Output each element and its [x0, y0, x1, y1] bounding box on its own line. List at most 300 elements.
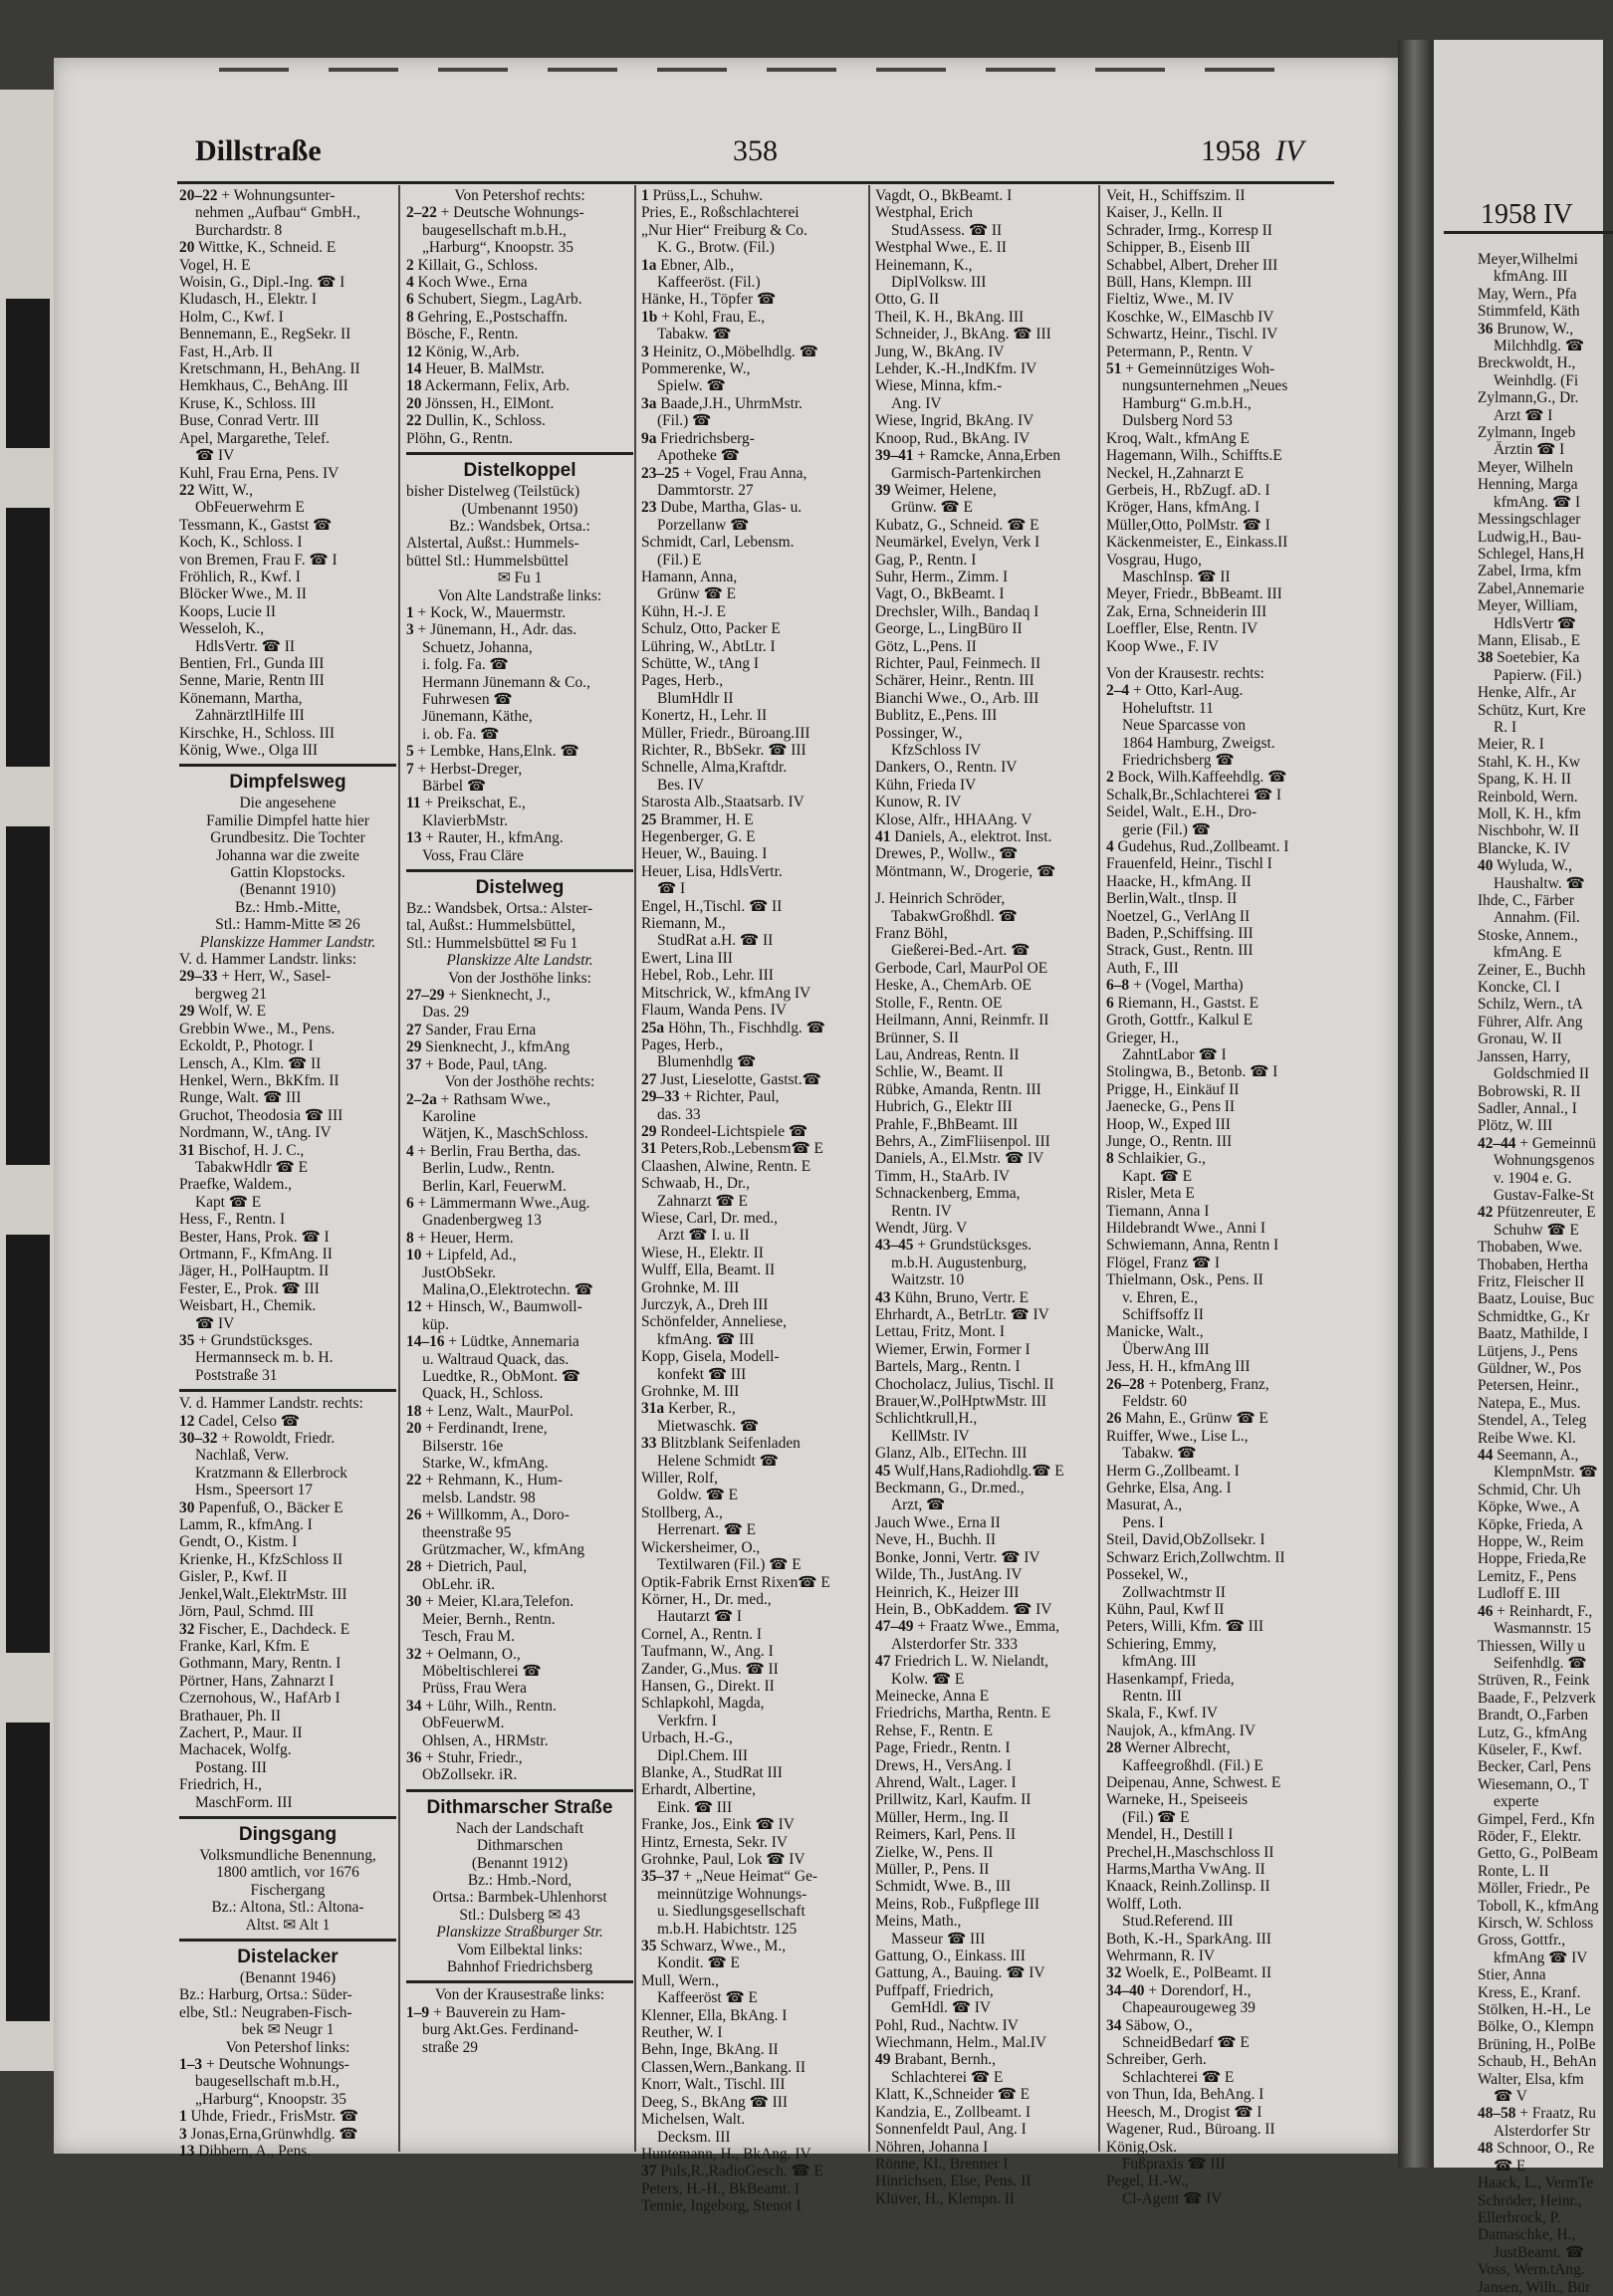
resident-entry: 44 Seemann, A.,: [1478, 1447, 1579, 1465]
resident-entry: Koop Wwe., F. IV: [1106, 637, 1220, 655]
resident-entry: 47–49 + Fraatz Wwe., Emma,: [875, 1618, 1059, 1636]
resident-entry: Loeffler, Else, Rentn. IV: [1106, 620, 1259, 638]
resident-entry: 34 + Lühr, Wilh., Rentn.: [406, 1697, 557, 1715]
street-heading: Distelkoppel: [463, 460, 576, 482]
entry-continuation: KfzSchloss IV: [891, 742, 982, 759]
resident-entry: 18 + Lenz, Walt., MaurPol.: [406, 1402, 574, 1420]
entry-continuation: ZahnärztlHilfe III: [195, 707, 305, 725]
resident-entry: Stoske, Annem.,: [1478, 926, 1578, 944]
resident-entry: Haack, L., VermTe: [1478, 2175, 1594, 2192]
resident-entry: Neumärkel, Evelyn, Verk I: [875, 534, 1040, 552]
resident-entry: Bester, Hans, Prok. ☎ I: [179, 1228, 330, 1246]
resident-entry: 48 Schnoor, O., Re: [1478, 2140, 1595, 2158]
entry-continuation: gerie (Fil.) ☎: [1122, 820, 1211, 838]
resident-entry: Müller, Friedr., Büroang.III: [641, 724, 810, 742]
house-number: 2–2a: [406, 1090, 437, 1108]
facing-page-rule: [1444, 231, 1613, 234]
resident-entry: 30 + Meier, Kl.ara,Telefon.: [406, 1593, 575, 1611]
resident-entry: 20–22 + Wohnungsunter-: [179, 187, 336, 204]
entry-continuation: ZahntLabor ☎ I: [1122, 1045, 1227, 1063]
resident-entry: Fieltiz, Wwe., M. IV: [1106, 291, 1235, 309]
resident-entry: Pages, Herb.,: [641, 1035, 724, 1053]
resident-entry: Grohnke, M. III: [641, 1383, 740, 1401]
street-note: (Benannt 1912): [471, 1854, 569, 1872]
house-number: 27: [641, 1070, 657, 1088]
resident-entry: Brünner, S. II: [875, 1029, 960, 1046]
resident-entry: 46 + Reinhardt, F.,: [1478, 1602, 1593, 1620]
page-year: 1958 IV: [1201, 134, 1304, 167]
resident-entry: Weinhdlg. (Fi: [1494, 371, 1579, 389]
resident-entry: 6 + Lämmermann Wwe.,Aug.: [406, 1194, 590, 1212]
entry-continuation: nehmen „Aufbau“ GmbH.,: [195, 204, 360, 222]
resident-entry: Tennie, Ingeborg, Stenot I: [641, 2197, 802, 2215]
house-number: 3a: [641, 394, 657, 412]
house-number: 3: [641, 343, 649, 360]
resident-entry: Fester, E., Prok. ☎ III: [179, 1279, 320, 1297]
entry-continuation: Hsm., Speersort 17: [195, 1482, 313, 1499]
resident-entry: Jauch Wwe., Erna II: [875, 1513, 1001, 1531]
facing-page: [1434, 40, 1603, 2296]
resident-entry: Starosta Alb.,Staatsarb. IV: [641, 794, 805, 811]
map-reference: Planskizze Straßburger Str.: [436, 1924, 603, 1942]
resident-entry: Rübke, Amanda, Rentn. III: [875, 1080, 1041, 1098]
resident-entry: Ehrhardt, A., BetrLtr. ☎ IV: [875, 1306, 1049, 1323]
resident-entry: Manicke, Walt.,: [1106, 1323, 1204, 1341]
street-note: Bz.: Wandsbek, Ortsa.:: [449, 517, 590, 535]
resident-entry: Gattung, A., Bauing. ☎ IV: [875, 1964, 1045, 1982]
spacer: [1106, 655, 1337, 665]
resident-entry: Zabel, Irma, kfm: [1478, 563, 1582, 580]
resident-entry: 26 + Willkomm, A., Doro-: [406, 1506, 570, 1524]
resident-entry: Jess, H. H., kfmAng III: [1106, 1358, 1251, 1376]
resident-entry: Schnelle, Alma,Kraftdr.: [641, 759, 788, 777]
resident-entry: Claashen, Alwine, Rentn. E: [641, 1157, 811, 1175]
resident-entry: Bösche, F., Rentn.: [406, 326, 519, 344]
resident-entry: 35 Schwarz, Wwe., M.,: [641, 1938, 787, 1955]
resident-entry: Westphal Wwe., E. II: [875, 239, 1007, 257]
resident-entry: Goldschmied II: [1494, 1065, 1590, 1083]
entry-continuation: Grützmacher, W., kfmAng: [422, 1541, 585, 1559]
resident-entry: 32 Woelk, E., PolBeamt. II: [1106, 1964, 1272, 1982]
resident-entry: Deipenau, Anne, Schwest. E: [1106, 1773, 1281, 1791]
entry-continuation: burg Akt.Ges. Ferdinand-: [422, 2021, 579, 2039]
house-number: 12: [406, 343, 422, 360]
resident-entry: Bennemann, E., RegSekr. II: [179, 326, 351, 344]
house-number: 33: [641, 1435, 657, 1453]
resident-entry: 1b + Kohl, Frau, E.,: [641, 308, 766, 326]
resident-entry: Heesch, M., Drogist ☎ I: [1106, 2103, 1263, 2121]
entry-continuation: Rentn. III: [1122, 1687, 1182, 1705]
house-number: 34–40: [1106, 1981, 1145, 1999]
house-number: 1: [641, 187, 649, 204]
entry-continuation: Herrenart. ☎ E: [657, 1521, 757, 1539]
entry-continuation: 1864 Hamburg, Zweigst.: [1122, 734, 1275, 752]
resident-entry: Meyer, Friedr., BbBeamt. III: [1106, 585, 1282, 603]
house-number: 6: [406, 291, 414, 309]
resident-entry: elbe, Stl.: Neugraben-Fisch-: [179, 2003, 352, 2021]
resident-entry: Hemkhaus, C., BehAng. III: [179, 377, 348, 395]
entry-continuation: i. ob. Fa. ☎: [422, 725, 500, 743]
entry-continuation: Grünw. ☎ E: [891, 499, 973, 517]
entry-continuation: Cl-Agent ☎ IV: [1122, 2189, 1223, 2207]
resident-entry: 26–28 + Potenberg, Franz,: [1106, 1375, 1269, 1393]
resident-entry: Schulz, Otto, Packer E: [641, 620, 781, 638]
house-number: 20: [179, 239, 195, 257]
resident-entry: HdlsVertr ☎: [1494, 614, 1576, 632]
resident-entry: Milchhdlg. ☎: [1494, 338, 1584, 355]
house-number: 36: [406, 1748, 422, 1766]
resident-entry: Stollberg, A.,: [641, 1503, 723, 1521]
book-gutter: [1398, 40, 1434, 2168]
resident-entry: 26 Mahn, E., Grünw ☎ E: [1106, 1410, 1268, 1428]
resident-entry: Groth, Gottfr., Kalkul E: [1106, 1012, 1254, 1030]
resident-entry: ☎ E: [1494, 2157, 1526, 2175]
resident-entry: Lutz, G., kfmAng: [1478, 1723, 1587, 1741]
resident-entry: Krienke, H., KfzSchloss II: [179, 1550, 344, 1568]
entry-continuation: Zahnarzt ☎ E: [657, 1192, 748, 1210]
resident-entry: Brathauer, Ph. II: [179, 1707, 281, 1724]
entry-continuation: Pens. I: [1122, 1513, 1164, 1531]
entry-continuation: Blumenhdlg ☎: [657, 1053, 757, 1071]
resident-entry: Jaenecke, G., Pens II: [1106, 1098, 1236, 1116]
resident-entry: Hintz, Ernesta, Sekr. IV: [641, 1833, 789, 1851]
entry-continuation: MaschForm. III: [195, 1793, 293, 1811]
entry-continuation: Fuhrwesen ☎: [422, 690, 513, 708]
section-rule: [179, 1816, 396, 1819]
street-note: Grundbesitz. Die Tochter: [210, 829, 365, 847]
resident-entry: 11 + Preikschat, E.,: [406, 795, 526, 812]
street-note: Ortsa.: Barmbek-Uhlenhorst: [432, 1889, 607, 1907]
resident-entry: Drechsler, Wilh., Bandaq I: [875, 602, 1039, 620]
house-number: 29: [641, 1122, 657, 1140]
resident-entry: Baden, P.,Schiffsing. III: [1106, 925, 1254, 943]
street-note: Altst. ✉ Alt 1: [245, 1916, 331, 1934]
resident-entry: Stölken, H.-H., Le: [1478, 2001, 1591, 2019]
house-number: 32: [406, 1645, 422, 1663]
resident-entry: Tessmann, K., Gastst ☎: [179, 516, 333, 534]
resident-entry: Götz, L.,Pens. II: [875, 637, 977, 655]
resident-entry: 27–29 + Sienknecht, J.,: [406, 987, 551, 1005]
resident-entry: Schütz, Kurt, Kre: [1478, 701, 1586, 719]
resident-entry: Kühn, Paul, Kwf II: [1106, 1600, 1225, 1618]
house-number: 35: [179, 1332, 195, 1349]
resident-entry: 49 Brabant, Bernh.,: [875, 2051, 996, 2069]
resident-entry: 27 Sander, Frau Erna: [406, 1021, 537, 1038]
resident-entry: Grohnke, Paul, Lok ☎ IV: [641, 1851, 806, 1868]
resident-entry: Schlichtkrull,H.,: [875, 1410, 978, 1428]
resident-entry: 1–3 + Deutsche Wohnungs-: [179, 2056, 349, 2074]
resident-entry: Jansen, Wilh., Bür: [1478, 2278, 1591, 2296]
resident-entry: Hansen, G., Direkt. II: [641, 1677, 775, 1695]
resident-entry: Mann, Elisab., E: [1478, 631, 1581, 649]
resident-entry: Prechel,H.,Maschschloss II: [1106, 1843, 1274, 1861]
resident-entry: Arzt ☎ I: [1494, 406, 1553, 424]
resident-entry: Meins, Math.,: [875, 1913, 962, 1931]
resident-entry: Wiemer, Erwin, Former I: [875, 1340, 1031, 1358]
resident-entry: Müller, Herm., Ing. II: [875, 1808, 1010, 1826]
resident-entry: Grebbin Wwe., M., Pens.: [179, 1020, 336, 1037]
resident-entry: 41 Daniels, A., elektrot. Inst.: [875, 828, 1052, 846]
resident-entry: Damaschke, H.,: [1478, 2226, 1576, 2244]
resident-entry: Hess, F., Rentn. I: [179, 1211, 286, 1229]
resident-entry: 35 + Grundstücksges.: [179, 1332, 313, 1349]
entry-continuation: HdlsVertr. ☎ II: [195, 637, 295, 655]
resident-entry: Tiemann, Anna I: [1106, 1202, 1210, 1220]
entry-continuation: Schlachterei ☎ E: [1122, 2068, 1235, 2086]
resident-entry: Eckoldt, P., Photogr. I: [179, 1037, 314, 1055]
entry-continuation: küp.: [422, 1315, 449, 1333]
resident-entry: 5 + Lembke, Hans,Elnk. ☎: [406, 743, 579, 761]
resident-entry: Possekel, W.,: [1106, 1566, 1189, 1584]
resident-entry: Schwaab, H., Dr.,: [641, 1175, 750, 1193]
resident-entry: 31 Peters,Rob.,Lebensm☎ E: [641, 1140, 823, 1158]
resident-entry: Mendel, H., Destill I: [1106, 1826, 1234, 1844]
entry-continuation: Kratzmann & Ellerbrock: [195, 1464, 347, 1482]
resident-entry: 22 Dullin, K., Schloss.: [406, 412, 546, 430]
resident-entry: 32 Fischer, E., Dachdeck. E: [179, 1620, 350, 1638]
resident-entry: Friedrich, H.,: [179, 1776, 262, 1794]
entry-continuation: Eink. ☎ III: [657, 1798, 733, 1816]
entry-continuation: Fußpraxis ☎ III: [1122, 2155, 1226, 2173]
resident-entry: Kroq, Walt., kfmAng E: [1106, 429, 1250, 447]
resident-entry: Riemann, M.,: [641, 915, 726, 933]
entry-continuation: Feldstr. 60: [1122, 1393, 1187, 1411]
left-page-edge: [0, 90, 56, 2071]
resident-entry: Thielmann, Osk., Pens. II: [1106, 1271, 1264, 1289]
resident-entry: Körner, H., Dr. med.,: [641, 1590, 772, 1608]
resident-entry: Gronau, W. II: [1478, 1031, 1562, 1048]
resident-entry: Kirsch, W. Schloss: [1478, 1915, 1594, 1932]
house-number: 6–8: [1106, 977, 1130, 995]
house-number: 48–58: [1478, 2105, 1516, 2123]
resident-entry: Pegel, H.-W.,: [1106, 2173, 1189, 2190]
entry-continuation: (Fil.) ☎: [657, 412, 712, 430]
entry-continuation: m.b.H. Augustenburg,: [891, 1254, 1028, 1271]
entry-continuation: Kapt ☎ E: [195, 1193, 262, 1211]
resident-entry: 14 Heuer, B. MalMstr.: [406, 360, 545, 378]
house-number: 30–32: [179, 1430, 218, 1448]
resident-entry: Stolle, F., Rentn. OE: [875, 994, 1003, 1012]
resident-entry: 34 Säbow, O.,: [1106, 2016, 1193, 2034]
resident-entry: Seifenhdlg. ☎: [1494, 1654, 1587, 1672]
resident-entry: Drewes, P., Wollw., ☎: [875, 845, 1019, 863]
resident-entry: 25 Brammer, H. E: [641, 810, 754, 828]
entry-continuation: Jünemann, Käthe,: [422, 708, 533, 726]
resident-entry: 13 + Rauter, H., kfmAng.: [406, 829, 564, 847]
resident-entry: Plötz, W. III: [1478, 1117, 1553, 1135]
resident-entry: Schärer, Heinr., Rentn. III: [875, 672, 1035, 690]
resident-entry: Klatt, K.,Schneider ☎ E: [875, 2086, 1031, 2104]
resident-entry: 3 Jonas,Erna,Grünwhdlg. ☎: [179, 2125, 358, 2143]
resident-entry: Franke, Jos., Eink ☎ IV: [641, 1816, 795, 1834]
resident-entry: Hamann, Anna,: [641, 568, 738, 585]
entry-continuation: Arzt, ☎: [891, 1496, 946, 1514]
resident-entry: Hagemann, Wilh., Schiffts.E: [1106, 447, 1282, 465]
entry-continuation: Textilwaren (Fil.) ☎ E: [657, 1556, 802, 1574]
house-number: 13: [179, 2143, 195, 2161]
entry-continuation: KellMstr. IV: [891, 1427, 970, 1445]
resident-entry: tal, Außst.: Hummelsbüttel,: [406, 917, 576, 935]
house-number: 41: [875, 828, 891, 846]
resident-entry: Ruiffer, Wwe., Lise L.,: [1106, 1427, 1249, 1445]
resident-entry: Vagt, O., BkBeamt. I: [875, 585, 1005, 603]
resident-entry: Schaub, H., BehAn: [1478, 2053, 1597, 2071]
entry-continuation: Kaffeeröst ☎ E: [657, 1989, 758, 2007]
resident-entry: Noetzel, G., VerlAng II: [1106, 907, 1251, 925]
entry-continuation: Nachlaß, Verw.: [195, 1447, 290, 1465]
resident-entry: Lensch, A., Klm. ☎ II: [179, 1054, 322, 1072]
entry-continuation: Bärbel ☎: [422, 778, 487, 795]
resident-entry: Schmid, Chr. Uh: [1478, 1481, 1581, 1498]
resident-entry: Fast, H.,Arb. II: [179, 343, 274, 360]
section-rule: [406, 1980, 633, 1983]
resident-entry: Kunow, R. IV: [875, 794, 962, 811]
resident-entry: Stolingwa, B., Betonb. ☎ I: [1106, 1063, 1278, 1081]
entry-continuation: baugesellschaft m.b.H.,: [422, 221, 567, 239]
house-number: 43–45: [875, 1237, 914, 1255]
house-number: 22: [179, 481, 195, 499]
resident-entry: Pries, E., Roßschlachterei: [641, 204, 800, 222]
resident-entry: Warneke, H., Speiseeis: [1106, 1791, 1248, 1809]
resident-entry: Sadler, Annal., I: [1478, 1099, 1577, 1117]
resident-entry: Schreiber, Gerh.: [1106, 2051, 1207, 2069]
house-number: 36: [1478, 320, 1494, 338]
resident-entry: Kaiser, J., Kelln. II: [1106, 204, 1223, 222]
resident-entry: Bz.: Wandsbek, Ortsa.: Alster-: [406, 900, 593, 918]
street-note: Von der Josthöhe rechts:: [444, 1073, 595, 1091]
resident-entry: Knorr, Walt., Tischl. III: [641, 2076, 786, 2094]
resident-entry: Lühring, W., AbtLtr. I: [641, 637, 776, 655]
house-number: 31: [179, 1141, 195, 1159]
entry-continuation: Goldw. ☎ E: [657, 1487, 739, 1504]
resident-entry: Meinecke, Anna E: [875, 1687, 990, 1705]
entry-continuation: Burchardstr. 8: [195, 221, 283, 239]
house-number: 42: [1478, 1204, 1494, 1222]
resident-entry: Berlin,Walt., tInsp. II: [1106, 890, 1238, 908]
resident-entry: Kress, E., Kranf.: [1478, 1983, 1581, 2001]
street-note: Bz.: Altona, Stl.: Altona-: [211, 1899, 364, 1917]
house-number: 20–22: [179, 187, 218, 204]
resident-entry: Führer, Alfr. Ang: [1478, 1013, 1583, 1031]
resident-entry: Schnackenberg, Emma,: [875, 1185, 1021, 1203]
resident-entry: Mitschrick, W., kfmAng IV: [641, 984, 811, 1002]
resident-entry: Meier, R. I: [1478, 736, 1544, 754]
entry-continuation: Berlin, Ludw., Rentn.: [422, 1160, 556, 1178]
entry-continuation: KlavierbMstr.: [422, 811, 508, 829]
entry-continuation: ObZollsekr. iR.: [422, 1766, 518, 1784]
resident-entry: Meins, Rob., Fußpflege III: [875, 1895, 1039, 1913]
resident-entry: 18 Ackermann, Felix, Arb.: [406, 377, 571, 395]
section-rule: [179, 764, 396, 767]
resident-entry: Baade, F., Pelzverk: [1478, 1689, 1596, 1707]
column-divider: [1098, 185, 1100, 2152]
house-number: 47–49: [875, 1618, 914, 1636]
resident-entry: Reibe Wwe. Kl.: [1478, 1429, 1576, 1447]
house-number: 8: [406, 1229, 414, 1247]
resident-entry: 29–33 + Richter, Paul,: [641, 1088, 780, 1106]
resident-entry: Ronte, L. II: [1478, 1862, 1549, 1880]
resident-entry: 31 Bischof, H. J. C.,: [179, 1141, 305, 1159]
resident-entry: Zielke, W., Pens. II: [875, 1843, 994, 1861]
resident-entry: Pommerenke, W.,: [641, 360, 751, 378]
house-number: 1: [406, 603, 414, 621]
resident-entry: 3 Heinitz, O.,Möbelhdlg. ☎: [641, 343, 818, 360]
resident-entry: Bublitz, E.,Pens. III: [875, 707, 998, 725]
house-number: 26: [1106, 1410, 1122, 1428]
resident-entry: Both, K.-H., SparkAng. III: [1106, 1930, 1271, 1948]
resident-entry: Weisbart, H., Chemik.: [179, 1297, 317, 1315]
entry-continuation: (Fil.) ☎ E: [1122, 1808, 1190, 1826]
resident-entry: 1 Uhde, Friedr., FrisMstr. ☎: [179, 2108, 358, 2126]
resident-entry: Gag, P., Rentn. I: [875, 551, 977, 569]
resident-entry: Breckwoldt, H.,: [1478, 354, 1576, 372]
street-heading: Distelacker: [237, 1947, 339, 1967]
resident-entry: Käckenmeister, E., Einkass.II: [1106, 534, 1288, 552]
house-number: 30: [406, 1593, 422, 1611]
entry-continuation: Ang. IV: [891, 394, 942, 412]
entry-continuation: Porzellanw ☎: [657, 516, 750, 534]
resident-entry: Michelsen, Walt.: [641, 2111, 746, 2129]
resident-entry: 27 Just, Lieselotte, Gastst.☎: [641, 1070, 821, 1088]
resident-entry: Wiesemann, O., T: [1478, 1775, 1589, 1793]
resident-entry: 20 + Ferdinandt, Irene,: [406, 1420, 548, 1438]
entry-continuation: Rentn. IV: [891, 1202, 952, 1220]
resident-entry: 8 Gehring, E.,Postschaffn.: [406, 308, 569, 326]
resident-entry: Wesseloh, K.,: [179, 620, 265, 638]
entry-continuation: Waitzstr. 10: [891, 1271, 965, 1289]
entry-continuation: Dammtorstr. 27: [657, 481, 754, 499]
resident-entry: Neckel, H.,Zahnarzt E: [1106, 464, 1245, 482]
house-number: 49: [875, 2051, 891, 2069]
resident-entry: Possinger, W.,: [875, 724, 963, 742]
resident-entry: Huntemann, H., BkAng. IV: [641, 2145, 811, 2163]
resident-entry: Lamm, R., kfmAng. I: [179, 1516, 313, 1534]
entry-continuation: meinnützige Wohnungs-: [657, 1885, 807, 1903]
resident-entry: Spang, K. H. II: [1478, 771, 1572, 789]
resident-entry: Koncke, Cl. I: [1478, 979, 1560, 997]
resident-entry: 22 Witt, W.,: [179, 481, 253, 499]
resident-entry: Getto, G., PolBeam: [1478, 1845, 1598, 1863]
resident-entry: Wolff, Loth.: [1106, 1895, 1182, 1913]
column-1: [179, 187, 396, 2161]
resident-entry: Baatz, Mathilde, I: [1478, 1325, 1589, 1343]
resident-entry: 28 Werner Albrecht,: [1106, 1739, 1231, 1757]
street-note: Von Petershof links:: [225, 2038, 350, 2056]
resident-entry: V. d. Hammer Landstr. rechts:: [179, 1395, 363, 1413]
house-number: 40: [1478, 857, 1494, 875]
resident-entry: Gothmann, Mary, Rentn. I: [179, 1655, 342, 1673]
resident-entry: Stahl, K. H., Kw: [1478, 753, 1581, 771]
entry-continuation: straße 29: [422, 2038, 478, 2056]
entry-continuation: Apotheke ☎: [657, 447, 740, 465]
entry-continuation: das. 33: [657, 1105, 701, 1123]
street-heading: Dithmarscher Straße: [426, 1796, 613, 1818]
entry-continuation: Voss, Frau Cläre: [422, 846, 524, 864]
house-number: 28: [1106, 1739, 1122, 1757]
resident-entry: von Bremen, Frau F. ☎ I: [179, 551, 338, 569]
house-number: 29: [179, 1003, 195, 1021]
entry-continuation: TabakwHdlr ☎ E: [195, 1158, 308, 1176]
street-note: Vom Eilbektal links:: [456, 1941, 583, 1958]
house-number: 30: [179, 1498, 195, 1516]
resident-entry: Harms,Martha VwAng. II: [1106, 1861, 1266, 1878]
resident-entry: 2 Killait, G., Schloss.: [406, 256, 539, 274]
entry-continuation: „Harburg“, Knoopstr. 35: [422, 239, 574, 257]
section-rule: [179, 1939, 396, 1942]
street-note: (Umbenannt 1950): [461, 500, 578, 518]
house-number: 14: [406, 360, 422, 378]
house-number: 25: [641, 810, 657, 828]
